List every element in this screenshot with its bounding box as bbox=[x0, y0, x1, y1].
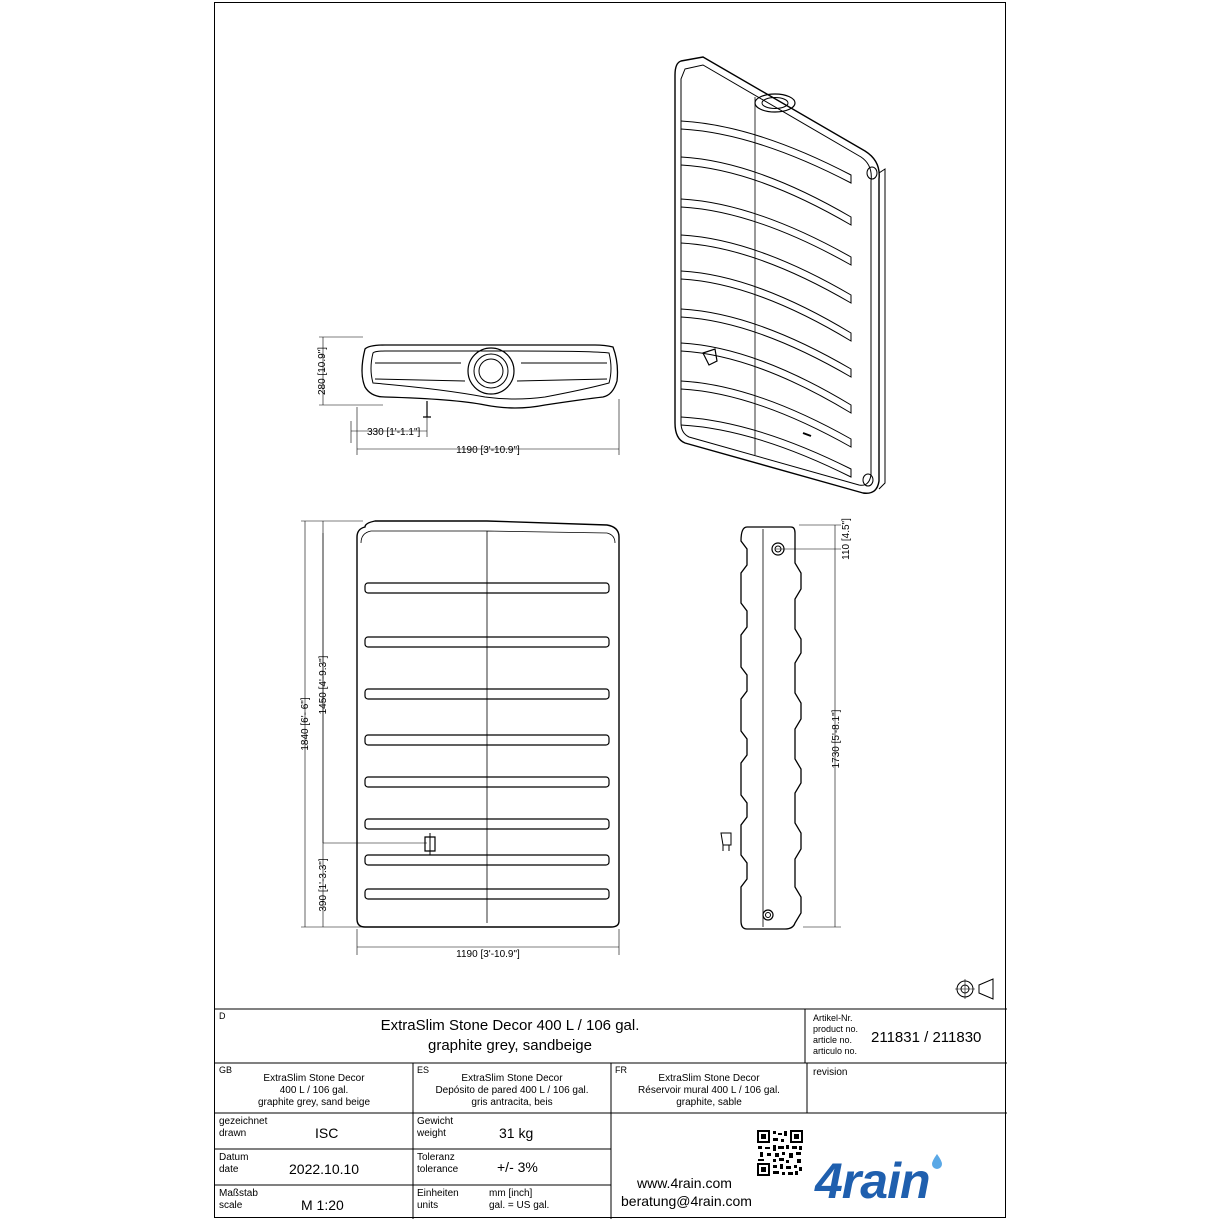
artikel-label-fr: article no. bbox=[813, 1035, 853, 1045]
dim-front-total: 1840 [6'- 6"] bbox=[300, 697, 311, 751]
front-view bbox=[301, 521, 619, 955]
article-number: 211831 / 211830 bbox=[871, 1029, 982, 1046]
units-label-de: Einheiten bbox=[417, 1188, 459, 1199]
lang-code-es: ES bbox=[417, 1065, 430, 1075]
scale-value: M 1:20 bbox=[301, 1197, 344, 1213]
artikel-label-de: Artikel-Nr. bbox=[813, 1013, 853, 1023]
es-line-1: ExtraSlim Stone Decor bbox=[461, 1073, 563, 1084]
dim-side-height: 1730 [5'-8.1"] bbox=[831, 709, 842, 769]
tolerance-label-en: tolerance bbox=[417, 1164, 459, 1175]
dim-top-height: 280 [10.9"] bbox=[317, 346, 328, 396]
fr-line-1: ExtraSlim Stone Decor bbox=[658, 1073, 760, 1084]
units-label-en: units bbox=[417, 1200, 439, 1211]
gb-line-1: ExtraSlim Stone Decor bbox=[263, 1073, 365, 1084]
es-line-2: Depósito de pared 400 L / 106 gal. bbox=[435, 1085, 589, 1096]
tolerance-value: +/- 3% bbox=[497, 1159, 538, 1175]
date-label-de: Datum bbox=[219, 1152, 249, 1163]
dim-front-width: 1190 [3'-10.9"] bbox=[456, 949, 520, 960]
top-view bbox=[319, 337, 619, 455]
dim-front-tap: 1450 [4'-9.3"] bbox=[318, 655, 329, 715]
artikel-label-es: articulo no. bbox=[813, 1046, 858, 1056]
scale-label-de: Maßstab bbox=[219, 1188, 258, 1199]
water-drop-icon bbox=[930, 1153, 944, 1169]
date-label-en: date bbox=[219, 1164, 239, 1175]
lang-code-d: D bbox=[219, 1011, 226, 1021]
side-view bbox=[721, 525, 841, 929]
perspective-view bbox=[675, 57, 885, 493]
drawn-label-en: drawn bbox=[219, 1128, 247, 1139]
projection-symbol bbox=[955, 979, 993, 999]
dim-front-base: 390 [1'-3.3"] bbox=[318, 858, 329, 912]
es-line-3: gris antracita, beis bbox=[471, 1097, 553, 1108]
dim-side-top: 110 [4.5"] bbox=[841, 518, 852, 560]
gb-line-3: graphite grey, sand beige bbox=[257, 1097, 371, 1108]
tolerance-label-de: Toleranz bbox=[417, 1152, 455, 1163]
units-value-2: gal. = US gal. bbox=[489, 1200, 550, 1211]
gb-line-2: 400 L / 106 gal. bbox=[279, 1085, 349, 1096]
drawing-title: ExtraSlim Stone Decor 400 L / 106 gal. bbox=[380, 1017, 640, 1034]
lang-code-fr: FR bbox=[615, 1065, 627, 1075]
scale-label-en: scale bbox=[219, 1200, 243, 1211]
dim-top-width: 1190 [3'-10.9"] bbox=[456, 445, 520, 456]
website-link[interactable]: www.4rain.com bbox=[637, 1175, 732, 1191]
date-value: 2022.10.10 bbox=[289, 1161, 360, 1177]
weight-label-en: weight bbox=[417, 1128, 446, 1139]
weight-value: 31 kg bbox=[499, 1125, 534, 1141]
dim-top-offset: 330 [1'-1.1"] bbox=[367, 427, 421, 438]
drawn-label-de: gezeichnet bbox=[219, 1116, 268, 1127]
qr-code-icon bbox=[756, 1129, 804, 1177]
units-value-1: mm [inch] bbox=[489, 1188, 533, 1199]
revision-label: revision bbox=[813, 1067, 848, 1078]
weight-label-de: Gewicht bbox=[417, 1116, 454, 1127]
lang-code-gb: GB bbox=[219, 1065, 233, 1075]
brand-logo: 4rain bbox=[815, 1153, 930, 1209]
email-link[interactable]: beratung@4rain.com bbox=[621, 1193, 752, 1209]
fr-line-3: graphite, sable bbox=[676, 1097, 742, 1108]
drawing-subtitle: graphite grey, sandbeige bbox=[427, 1037, 592, 1054]
drawing-sheet bbox=[214, 2, 1006, 1218]
drawn-value: ISC bbox=[315, 1125, 339, 1141]
artikel-label-en: product no. bbox=[813, 1024, 859, 1034]
fr-line-2: Réservoir mural 400 L / 106 gal. bbox=[638, 1085, 780, 1096]
